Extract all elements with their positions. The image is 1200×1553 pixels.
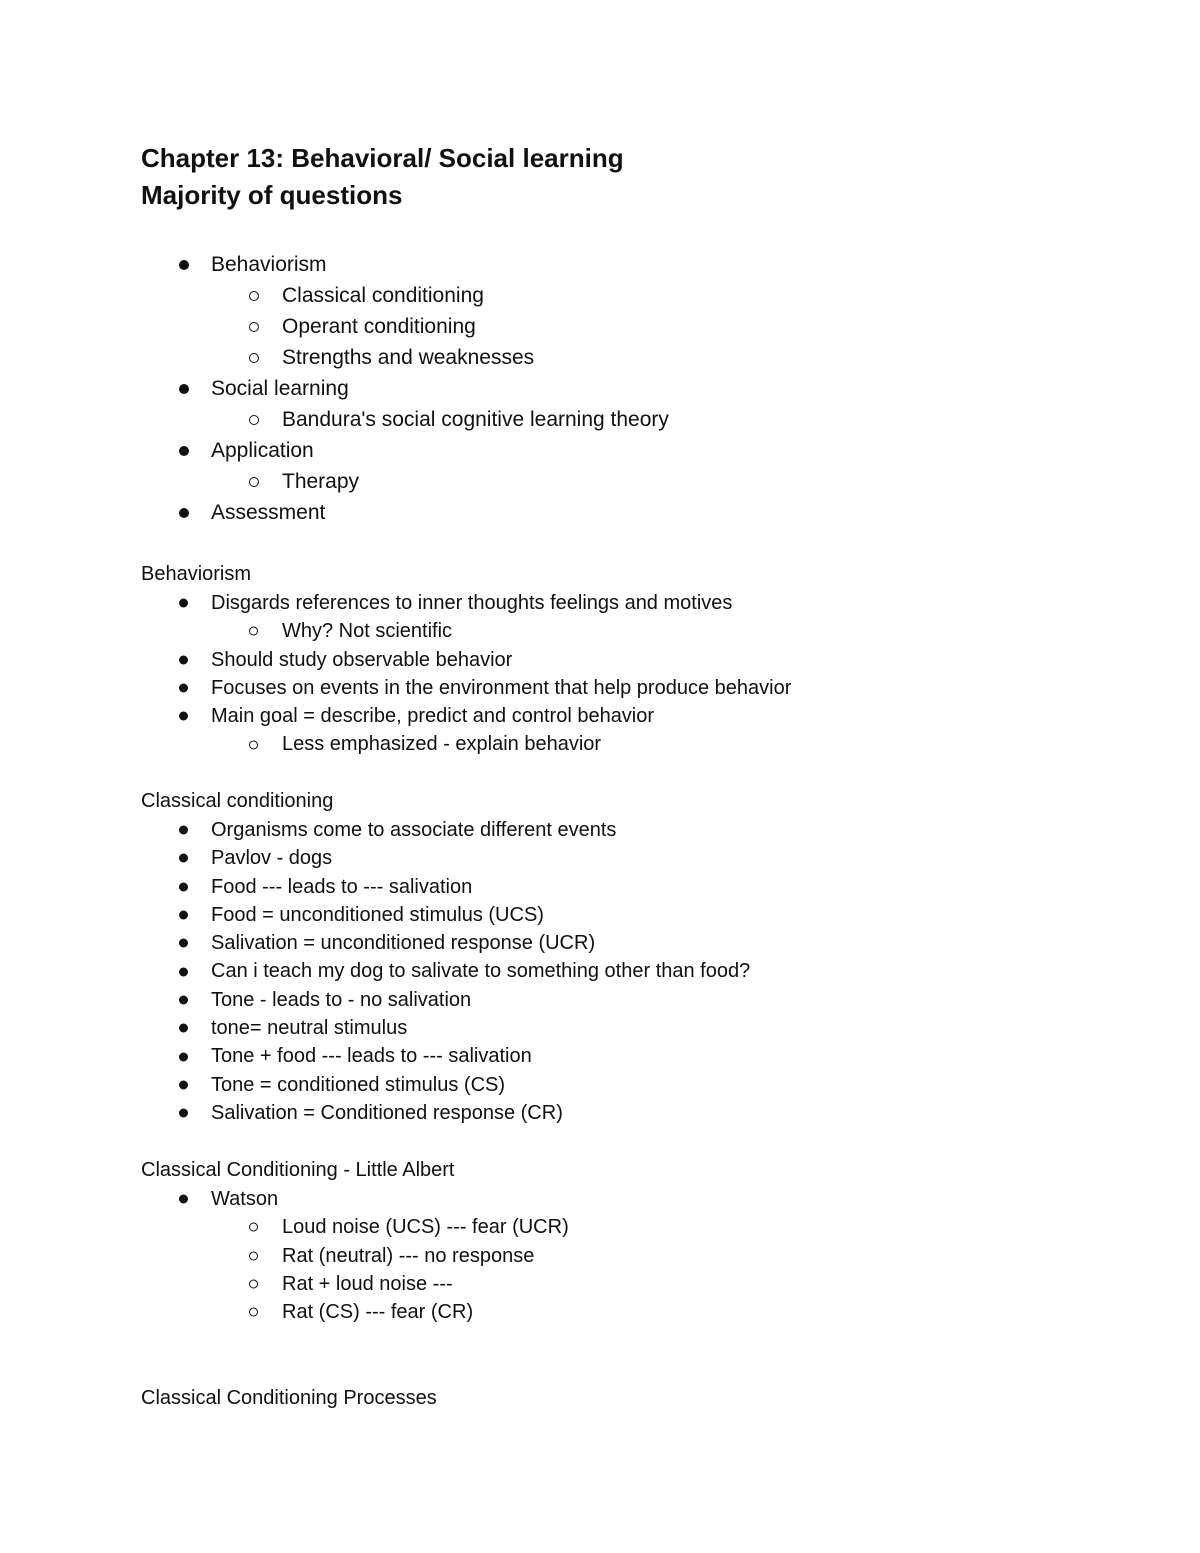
filled-bullet-icon [179, 1195, 188, 1204]
list-item-text: Organisms come to associate different events [211, 819, 617, 841]
filled-bullet-icon [179, 446, 189, 456]
list-subitem [141, 1242, 569, 1270]
list-item [141, 873, 750, 901]
list-item [141, 1014, 750, 1042]
list-item-text: Tone - leads to - no salivation [211, 988, 472, 1011]
filled-bullet-icon [179, 939, 188, 948]
list-item [141, 1099, 750, 1127]
list-item-text: Less emphasized - explain behavior [282, 733, 602, 756]
hollow-bullet-icon [249, 415, 259, 425]
hollow-bullet-icon [249, 1280, 258, 1289]
list-item [141, 1042, 750, 1070]
list-item [141, 816, 750, 844]
list-item-text: Salivation = unconditioned response (UCR) [211, 932, 596, 955]
outline-item-text: Bandura's social cognitive learning theory [282, 408, 669, 431]
section-heading: Classical Conditioning Processes [141, 1387, 437, 1409]
outline-item-text: Strengths and weaknesses [282, 346, 535, 369]
list-item-text: Can i teach my dog to salivate to something other than food? [211, 960, 751, 983]
filled-bullet-icon [179, 712, 188, 721]
outline-item [141, 497, 669, 528]
list-item-text: Disgards references to inner thoughts feelings and motives [211, 592, 733, 614]
filled-bullet-icon [179, 1052, 188, 1061]
list-item [141, 1185, 569, 1213]
section-conditioning-processes [141, 1384, 437, 1413]
list-item [141, 844, 750, 872]
section-heading: Classical Conditioning - Little Albert [141, 1159, 455, 1181]
list-item-text: Food = unconditioned stimulus (UCS) [211, 903, 544, 926]
section-behaviorism [141, 560, 791, 759]
filled-bullet-icon [179, 684, 188, 693]
list-item-text: Loud noise (UCS) --- fear (UCR) [282, 1216, 569, 1239]
outline-item [141, 373, 669, 404]
filled-bullet-icon [179, 1109, 188, 1118]
list-item [141, 957, 750, 985]
outline-subitem [141, 404, 669, 435]
hollow-bullet-icon [249, 1308, 258, 1317]
filled-bullet-icon [179, 1024, 188, 1033]
list-item-text: tone= neutral stimulus [211, 1017, 408, 1040]
list-item [141, 674, 791, 702]
section-little-albert [141, 1156, 569, 1326]
list-item-text: Main goal = describe, predict and control behavior [211, 705, 655, 728]
filled-bullet-icon [179, 1080, 188, 1089]
list-item [141, 901, 750, 929]
outline-item [141, 435, 669, 466]
list-item-text: Why? Not scientific [282, 620, 453, 643]
filled-bullet-icon [179, 911, 188, 920]
title-line-1: Chapter 13: Behavioral/ Social learning [141, 143, 624, 173]
topic-outline [141, 249, 669, 528]
filled-bullet-icon [179, 384, 189, 394]
list-subitem [141, 1270, 569, 1298]
list-item [141, 1071, 750, 1099]
list-item-text: Focuses on events in the environment that help produce behavior [211, 676, 792, 699]
section-heading: Behaviorism [141, 563, 252, 585]
list-item-text: Rat (neutral) --- no response [282, 1244, 535, 1267]
list-item [141, 702, 791, 730]
outline-subitem [141, 466, 669, 497]
list-item-text: Rat + loud noise --- [282, 1272, 453, 1295]
hollow-bullet-icon [249, 291, 259, 301]
outline-item-text: Classical conditioning [282, 284, 484, 307]
outline-subitem [141, 342, 669, 373]
document-title [141, 140, 624, 214]
outline-item-text: Operant conditioning [282, 315, 476, 338]
list-subitem [141, 1298, 569, 1326]
section-classical-conditioning [141, 787, 750, 1127]
list-item-text: Food --- leads to --- salivation [211, 875, 473, 898]
list-item-text: Pavlov - dogs [211, 847, 333, 870]
filled-bullet-icon [179, 260, 189, 270]
hollow-bullet-icon [249, 353, 259, 363]
filled-bullet-icon [179, 826, 188, 835]
hollow-bullet-icon [249, 1251, 258, 1260]
list-item-text: Tone + food --- leads to --- salivation [211, 1045, 532, 1068]
outline-item [141, 249, 669, 280]
list-item-text: Salivation = Conditioned response (CR) [211, 1101, 563, 1124]
list-item [141, 986, 750, 1014]
outline-item-text: Social learning [211, 377, 349, 400]
filled-bullet-icon [179, 967, 188, 976]
outline-item-text: Assessment [211, 501, 326, 524]
outline-subitem [141, 311, 669, 342]
list-item [141, 589, 791, 617]
list-subitem [141, 1213, 569, 1241]
list-subitem [141, 730, 791, 758]
hollow-bullet-icon [249, 740, 258, 749]
list-item [141, 929, 750, 957]
outline-item-text: Behaviorism [211, 253, 327, 276]
hollow-bullet-icon [249, 322, 259, 332]
filled-bullet-icon [179, 599, 188, 608]
filled-bullet-icon [179, 882, 188, 891]
list-item [141, 646, 791, 674]
filled-bullet-icon [179, 995, 188, 1004]
title-line-2: Majority of questions [141, 180, 403, 210]
filled-bullet-icon [179, 854, 188, 863]
hollow-bullet-icon [249, 627, 258, 636]
list-subitem [141, 617, 791, 645]
outline-subitem [141, 280, 669, 311]
filled-bullet-icon [179, 508, 189, 518]
hollow-bullet-icon [249, 477, 259, 487]
filled-bullet-icon [179, 655, 188, 664]
list-item-text: Should study observable behavior [211, 648, 513, 671]
hollow-bullet-icon [249, 1223, 258, 1232]
outline-item-text: Therapy [282, 470, 360, 493]
list-item-text: Rat (CS) --- fear (CR) [282, 1301, 474, 1324]
section-heading: Classical conditioning [141, 790, 334, 812]
list-item-text: Watson [211, 1188, 279, 1210]
outline-item-text: Application [211, 439, 314, 462]
list-item-text: Tone = conditioned stimulus (CS) [211, 1073, 506, 1096]
